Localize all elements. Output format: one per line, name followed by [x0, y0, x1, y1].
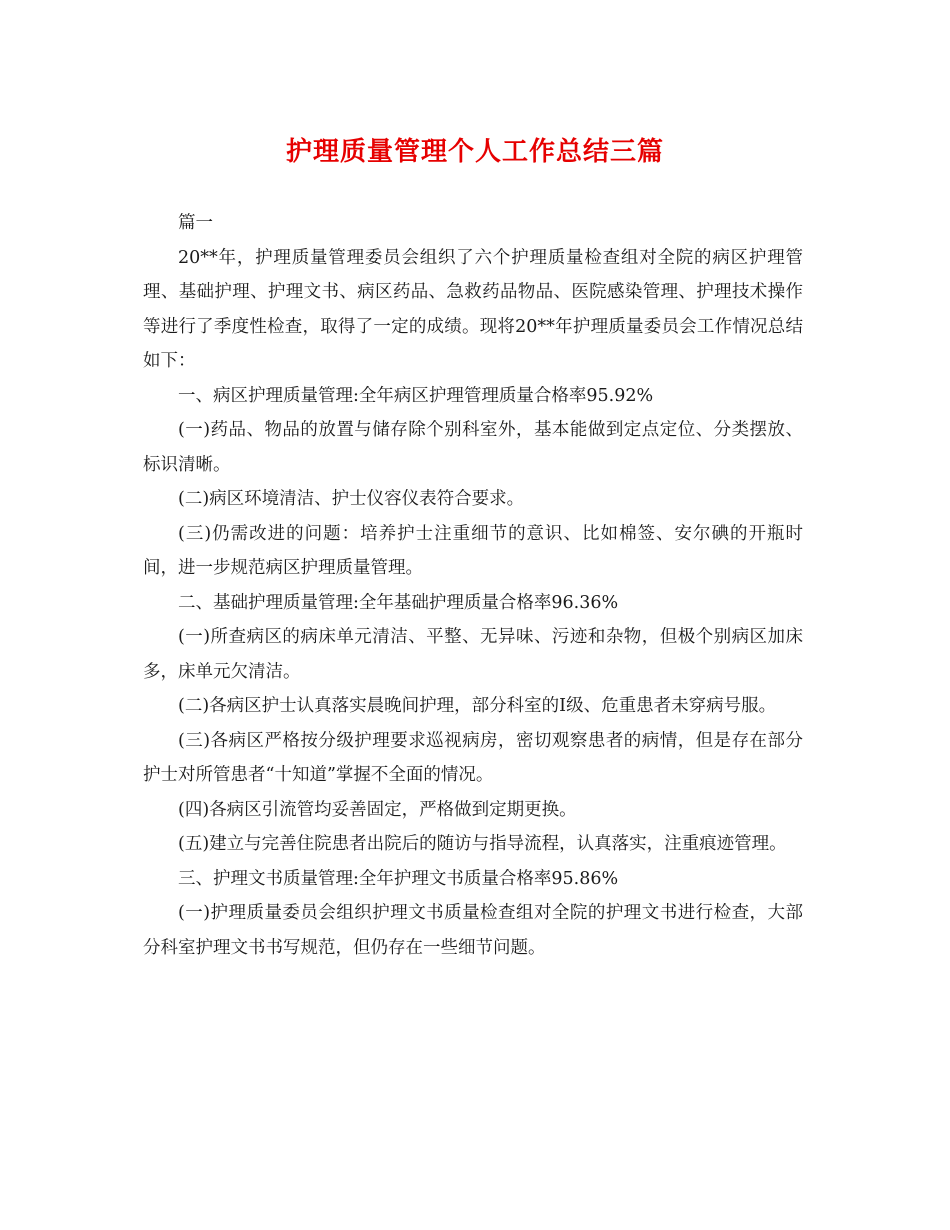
paragraph: (五)建立与完善住院患者出院后的随访与指导流程，认真落实，注重痕迹管理。 [178, 834, 787, 854]
paragraph-heading-basic-care: 二、基础护理质量管理:全年基础护理质量合格率96.36% [178, 592, 619, 613]
paragraph: (四)各病区引流管均妥善固定，严格做到定期更换。 [178, 799, 577, 820]
paragraph: (一)药品、物品的放置与储存除个别科室外，基本能做到定点定位、分类摆放、标识清晰。 [143, 420, 803, 475]
paragraph: (二)病区环境清洁、护士仪容仪表符合要求。 [178, 489, 525, 509]
paragraph: (二)各病区护士认真落实晨晚间护理，部分科室的Ⅰ级、危重患者未穿病号服。 [178, 696, 777, 716]
paragraph-heading-ward-quality: 一、病区护理质量管理:全年病区护理管理质量合格率95.92% [178, 385, 654, 406]
paragraph: (三)仍需改进的问题：培养护士注重细节的意识、比如棉签、安尔碘的开瓶时间，进一步规范病区护理质量管理。 [143, 523, 803, 578]
document-body [143, 206, 803, 965]
paragraph: (一)护理质量委员会组织护理文书质量检查组对全院的护理文书进行检查，大部分科室护理文书书写规范，但仍存在一些细节问题。 [143, 903, 803, 958]
document-title: 护理质量管理个人工作总结三篇 [285, 137, 664, 167]
paragraph-intro: 20**年，护理质量管理委员会组织了六个护理质量检查组对全院的病区护理管理、基础护理、护理文书、病区药品、急救药品物品、医院感染管理、护理技术操作等进行了季度性检查，取得了一定的成绩。现将20**年护理质量委员会工作情况总结如下： [143, 247, 803, 371]
paragraph-section-label: 篇一 [178, 213, 213, 233]
paragraph: (一)所查病区的病床单元清洁、平整、无异味、污迹和杂物，但极个别病区加床多，床单元欠清洁。 [143, 627, 803, 682]
paragraph-heading-nursing-records: 三、护理文书质量管理:全年护理文书质量合格率95.86% [178, 868, 619, 889]
paragraph: (三)各病区严格按分级护理要求巡视病房，密切观察患者的病情，但是存在部分护士对所管患者“十知道”掌握不全面的情况。 [143, 730, 803, 785]
